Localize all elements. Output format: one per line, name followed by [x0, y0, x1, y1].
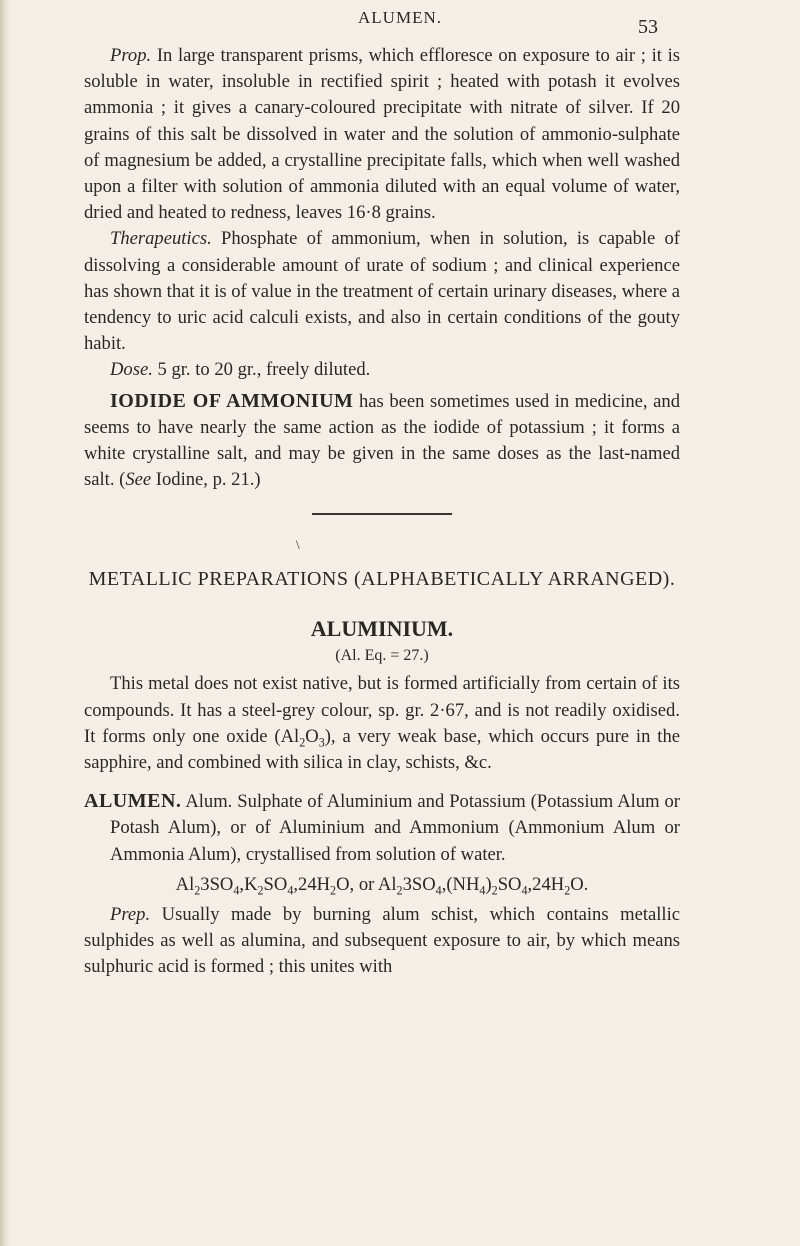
- formula-part: O.: [570, 873, 589, 895]
- alumen-text: Alum. Sulphate of Aluminium and Potassium (Potassium Alum or Potash Alum), or of Aluminium and Ammonium (Ammonium Alum or Ammonia Alum), crystallised from solution of water.: [110, 791, 680, 865]
- formula-sub: 2: [491, 883, 498, 898]
- aluminium-title: ALUMINIUM.: [310, 616, 454, 642]
- therapeutics-paragraph: [84, 226, 680, 357]
- prep-paragraph: [84, 902, 680, 981]
- aluminium-oxide-sub-2: 2: [299, 735, 306, 750]
- prop-text: In large transparent prisms, which effloresce on exposure to air ; it is soluble in water, insoluble in rectified spirit ; heated with potash it evolves ammonia ; it gives a canary-coloured precipitate with nitrate of silver. If 20 grains of this salt be dissolved in water and the solution of ammonio-sulphate of magnesium be added, a crystalline precipitate falls, which when well washed upon a filter with solution of ammonia diluted with an equal volume of water, dried and heated to redness, leaves 16·8 grains.: [84, 45, 680, 224]
- iodide-paragraph: [84, 388, 680, 494]
- iodide-heading: IODIDE OF AMMONIUM: [110, 389, 354, 412]
- running-head: ALUMEN.: [358, 8, 442, 27]
- formula-sub: 2: [257, 883, 264, 898]
- alum-formula: [84, 874, 680, 896]
- formula-sub: 4: [521, 883, 528, 898]
- page-binding-edge: [0, 0, 10, 1246]
- formula-part: 3SO: [200, 873, 234, 895]
- prop-label: Prop.: [110, 45, 152, 66]
- dose-label: Dose.: [110, 359, 153, 381]
- iodide-see-open: (: [114, 469, 126, 491]
- aluminium-paragraph: [84, 671, 680, 776]
- section-title: METALLIC PREPARATIONS (ALPHABETICALLY ARRANGED).: [88, 568, 676, 591]
- prep-text: Usually made by burning alum schist, which contains metallic sulphides as well as alumina, and subsequent exposure to air, by which means sulphuric acid is formed ; this unites with: [84, 903, 680, 978]
- formula-sub: 2: [564, 883, 571, 898]
- formula-part: ,24H: [527, 873, 565, 895]
- formula-part: SO: [497, 873, 522, 895]
- formula-part: ,24H: [293, 873, 331, 895]
- page-body: [84, 43, 680, 980]
- alumen-heading: ALUMEN.: [84, 790, 182, 813]
- aluminium-oxide-sub-3: 3: [318, 735, 325, 750]
- page-header: [0, 6, 800, 42]
- aluminium-oxide-o: O: [305, 725, 319, 747]
- formula-sub: 2: [330, 883, 337, 898]
- formula-sub: 4: [479, 883, 486, 898]
- prep-label: Prep.: [110, 903, 151, 925]
- formula-sub: 4: [233, 883, 240, 898]
- iodide-see: See: [125, 469, 152, 491]
- aluminium-equivalent: (Al. Eq. = 27.): [335, 647, 429, 665]
- page-number: 53: [638, 16, 658, 38]
- formula-sub: 2: [396, 883, 403, 898]
- formula-part: O, or Al: [336, 873, 397, 895]
- iodide-see-ref: Iodine, p. 21.): [151, 469, 261, 491]
- formula-part: 3SO: [402, 873, 436, 895]
- formula-part: ,K: [239, 873, 258, 895]
- divider-tick-mark: \: [296, 537, 300, 553]
- formula-sub: 4: [287, 883, 294, 898]
- formula-part: Al: [175, 873, 195, 895]
- dose-text: 5 gr. to 20 gr., freely diluted.: [152, 359, 371, 381]
- dose-paragraph: [84, 357, 680, 383]
- prop-paragraph: [84, 43, 680, 226]
- formula-part: ): [485, 873, 492, 895]
- formula-sub: 2: [194, 883, 201, 898]
- section-divider-rule: [312, 513, 452, 515]
- formula-part: SO: [263, 873, 288, 895]
- aluminium-text-2: ), a very weak base, which occurs pure in the sapphire, and combined with silica in clay, schists, &c.: [84, 725, 680, 774]
- therapeutics-text: Phosphate of ammonium, when in solution, is capable of dissolving a considerable amount of urate of sodium ; and clinical experience has shown that it is of value in the treatment of certain urinary diseases, where a tendency to uric acid calculi exists, and also in certain conditions of the gouty habit.: [84, 228, 680, 355]
- alumen-paragraph: [84, 788, 680, 868]
- formula-sub: 4: [435, 883, 442, 898]
- therapeutics-label: Therapeutics.: [110, 228, 212, 250]
- aluminium-text-1: This metal does not exist native, but is formed artificially from certain of its compounds. It has a steel-grey colour, sp. gr. 2·67, and is not readily oxidised. It forms only one oxide (Al: [84, 673, 680, 747]
- formula-part: ,(NH: [441, 873, 480, 895]
- iodide-text: has been sometimes used in medicine, and seems to have nearly the same action as the iodide of potassium ; it forms a white crystalline salt, and may be given in the same doses as the last-named salt.: [84, 390, 680, 491]
